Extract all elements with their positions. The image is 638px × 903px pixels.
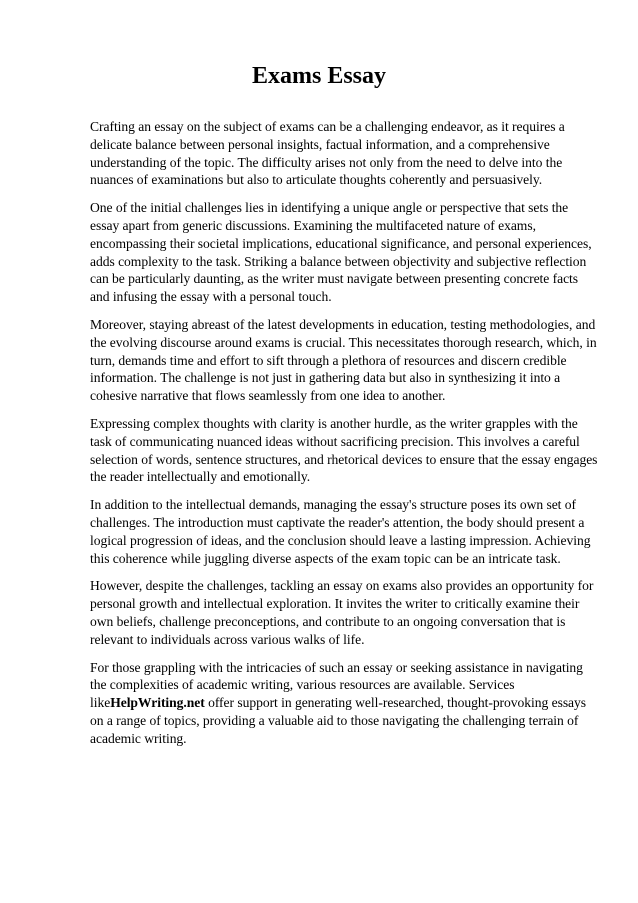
paragraph-7-intro: For those grappling with the intricacies of such an essay or seeking assistance in navigating the complexities of academic writing, various resources are available. Services like [90, 659, 583, 711]
paragraph-7 [90, 659, 600, 748]
paragraph-2: One of the initial challenges lies in identifying a unique angle or perspective that sets the essay apart from generic discussions. Examining the multifaceted nature of exams, encompassing their societal implications, educational significance, and personal experiences, adds complexity to the task. Striking a balance between objectivity and subjective reflection can be particularly daunting, as the writer must navigate between presenting concrete facts and infusing the essay with a personal touch. [90, 200, 592, 305]
paragraph-1: Crafting an essay on the subject of exams can be a challenging endeavor, as it requires a delicate balance between personal insights, factual information, and a comprehensive understanding of the topic. The difficulty arises not only from the need to delve into the nuances of examinations but also to articulate thoughts coherently and persuasively. [90, 119, 565, 188]
paragraph-7-outro: offer support in generating well-researched, thought-provoking essays on a range of topics, providing a valuable aid to those navigating the challenging terrain of academic writing. [90, 695, 587, 746]
page-title: Exams Essay [251, 63, 387, 89]
helpwriting-link[interactable]: HelpWriting.net [110, 695, 205, 711]
paragraph-6: However, despite the challenges, tackling an essay on exams also provides an opportunity for personal growth and intellectual exploration. It invites the writer to critically examine their own beliefs, challenge preconceptions, and contribute to an ongoing conversation that is relevant to individuals across various walks of life. [90, 578, 594, 647]
paragraph-3: Moreover, staying abreast of the latest developments in education, testing methodologies, and the evolving discourse around exams is crucial. This necessitates thorough research, which, in turn, demands time and effort to sift through a plethora of resources and discern credible information. The challenge is not just in gathering data but also in synthesizing it into a cohesive narrative that flows seamlessly from one idea to another. [90, 316, 597, 404]
essay-body [90, 118, 600, 758]
paragraph-5: In addition to the intellectual demands, managing the essay's structure poses its own set of challenges. The introduction must captivate the reader's attention, the body should present a logical progression of ideas, and the conclusion should leave a lasting impression. Achieving this coherence while juggling diverse aspects of the exam topic can be an intricate task. [90, 497, 591, 566]
paragraph-4: Expressing complex thoughts with clarity is another hurdle, as the writer grapples with the task of communicating nuanced ideas without sacrificing precision. This involves a careful selection of words, sentence structures, and rhetorical devices to ensure that the essay engages the reader intellectually and emotionally. [90, 415, 598, 485]
